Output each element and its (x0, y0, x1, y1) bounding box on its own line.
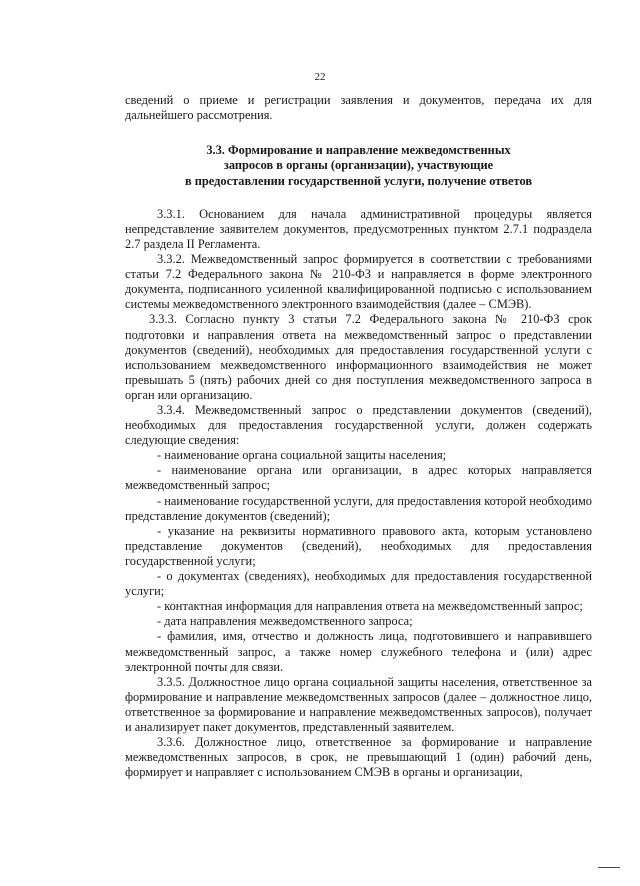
list-item: - о документах (сведениях), необходимых для предоставления государственной услуги; (125, 569, 592, 599)
list-item: - наименование органа социальной защиты населения; (157, 448, 447, 463)
paragraph-3-3-2: 3.3.2. Межведомственный запрос формируется в соответствии с требованиями статьи 7.2 Федерального закона № 210-ФЗ и направляется в форме электронного документа, подписанного усиленной квалифицированной подписью с использованием системы межведомственного электронного взаимодействия (далее – СМЭВ). (125, 252, 592, 312)
section-heading-line-2: запросов в органы (организации), участвующие (223, 158, 494, 173)
section-heading-line-3: в предоставлении государственной услуги, получение ответов (184, 173, 533, 188)
paragraph-3-3-4: 3.3.4. Межведомственный запрос о представлении документов (сведений), необходимых для предоставления государственной услуги, должен содержать следующие сведения: (125, 403, 592, 448)
paragraph-3-3-1: 3.3.1. Основанием для начала административной процедуры является непредставление заявителем документов, предусмотренных пунктом 2.7.1 подраздела 2.7 раздела II Регламента. (125, 206, 592, 251)
paragraph-3-3-3: 3.3.3. Согласно пункту 3 статьи 7.2 Федерального закона № 210-ФЗ срок подготовки и направления ответа на межведомственный запрос о представлении документов (сведений), необходимых для предоставления государственной услуги с использованием межведомственного информационного взаимодействия не может превышать 5 (пять) рабочих дней со дня поступления межведомственного запроса в орган или организацию. (125, 312, 592, 402)
paragraph-3-3-5: 3.3.5. Должностное лицо органа социальной защиты населения, ответственное за формирование и направление межведомственных запросов (далее – должностное лицо, ответственное за формирование и направление межведомственных запросов), получает и анализирует пакет документов, представленный заявителем. (125, 674, 592, 734)
page-number: 22 (314, 71, 326, 83)
list-item: - дата направления межведомственного запроса; (157, 614, 413, 629)
list-item: - наименование органа или организации, в адрес которых направляется межведомственный запрос; (125, 463, 592, 493)
intro-paragraph: сведений о приеме и регистрации заявления и документов, передача их для дальнейшего рассмотрения. (125, 93, 592, 123)
list-item: - контактная информация для направления ответа на межведомственный запрос; (157, 599, 583, 614)
list-item: - указание на реквизиты нормативного правового акта, которым установлено представление документов (сведений), необходимых для предоставления государственной услуги; (125, 523, 592, 568)
footer-rule (598, 867, 620, 868)
document-content (125, 93, 592, 780)
section-heading (125, 143, 592, 189)
section-heading-line-1: 3.3. Формирование и направление межведомственных (206, 143, 511, 158)
paragraph-3-3-6: 3.3.6. Должностное лицо, ответственное за формирование и направление межведомственных запросов, в срок, не превышающий 1 (один) рабочий день, формирует и направляет с использованием СМЭВ в органы и организации, (125, 735, 592, 780)
list-item: - фамилия, имя, отчество и должность лица, подготовившего и направившего межведомственный запрос, а также номер служебного телефона и (или) адрес электронной почты для связи. (125, 629, 592, 674)
list-item: - наименование государственной услуги, для предоставления которой необходимо представление документов (сведений); (125, 493, 592, 523)
